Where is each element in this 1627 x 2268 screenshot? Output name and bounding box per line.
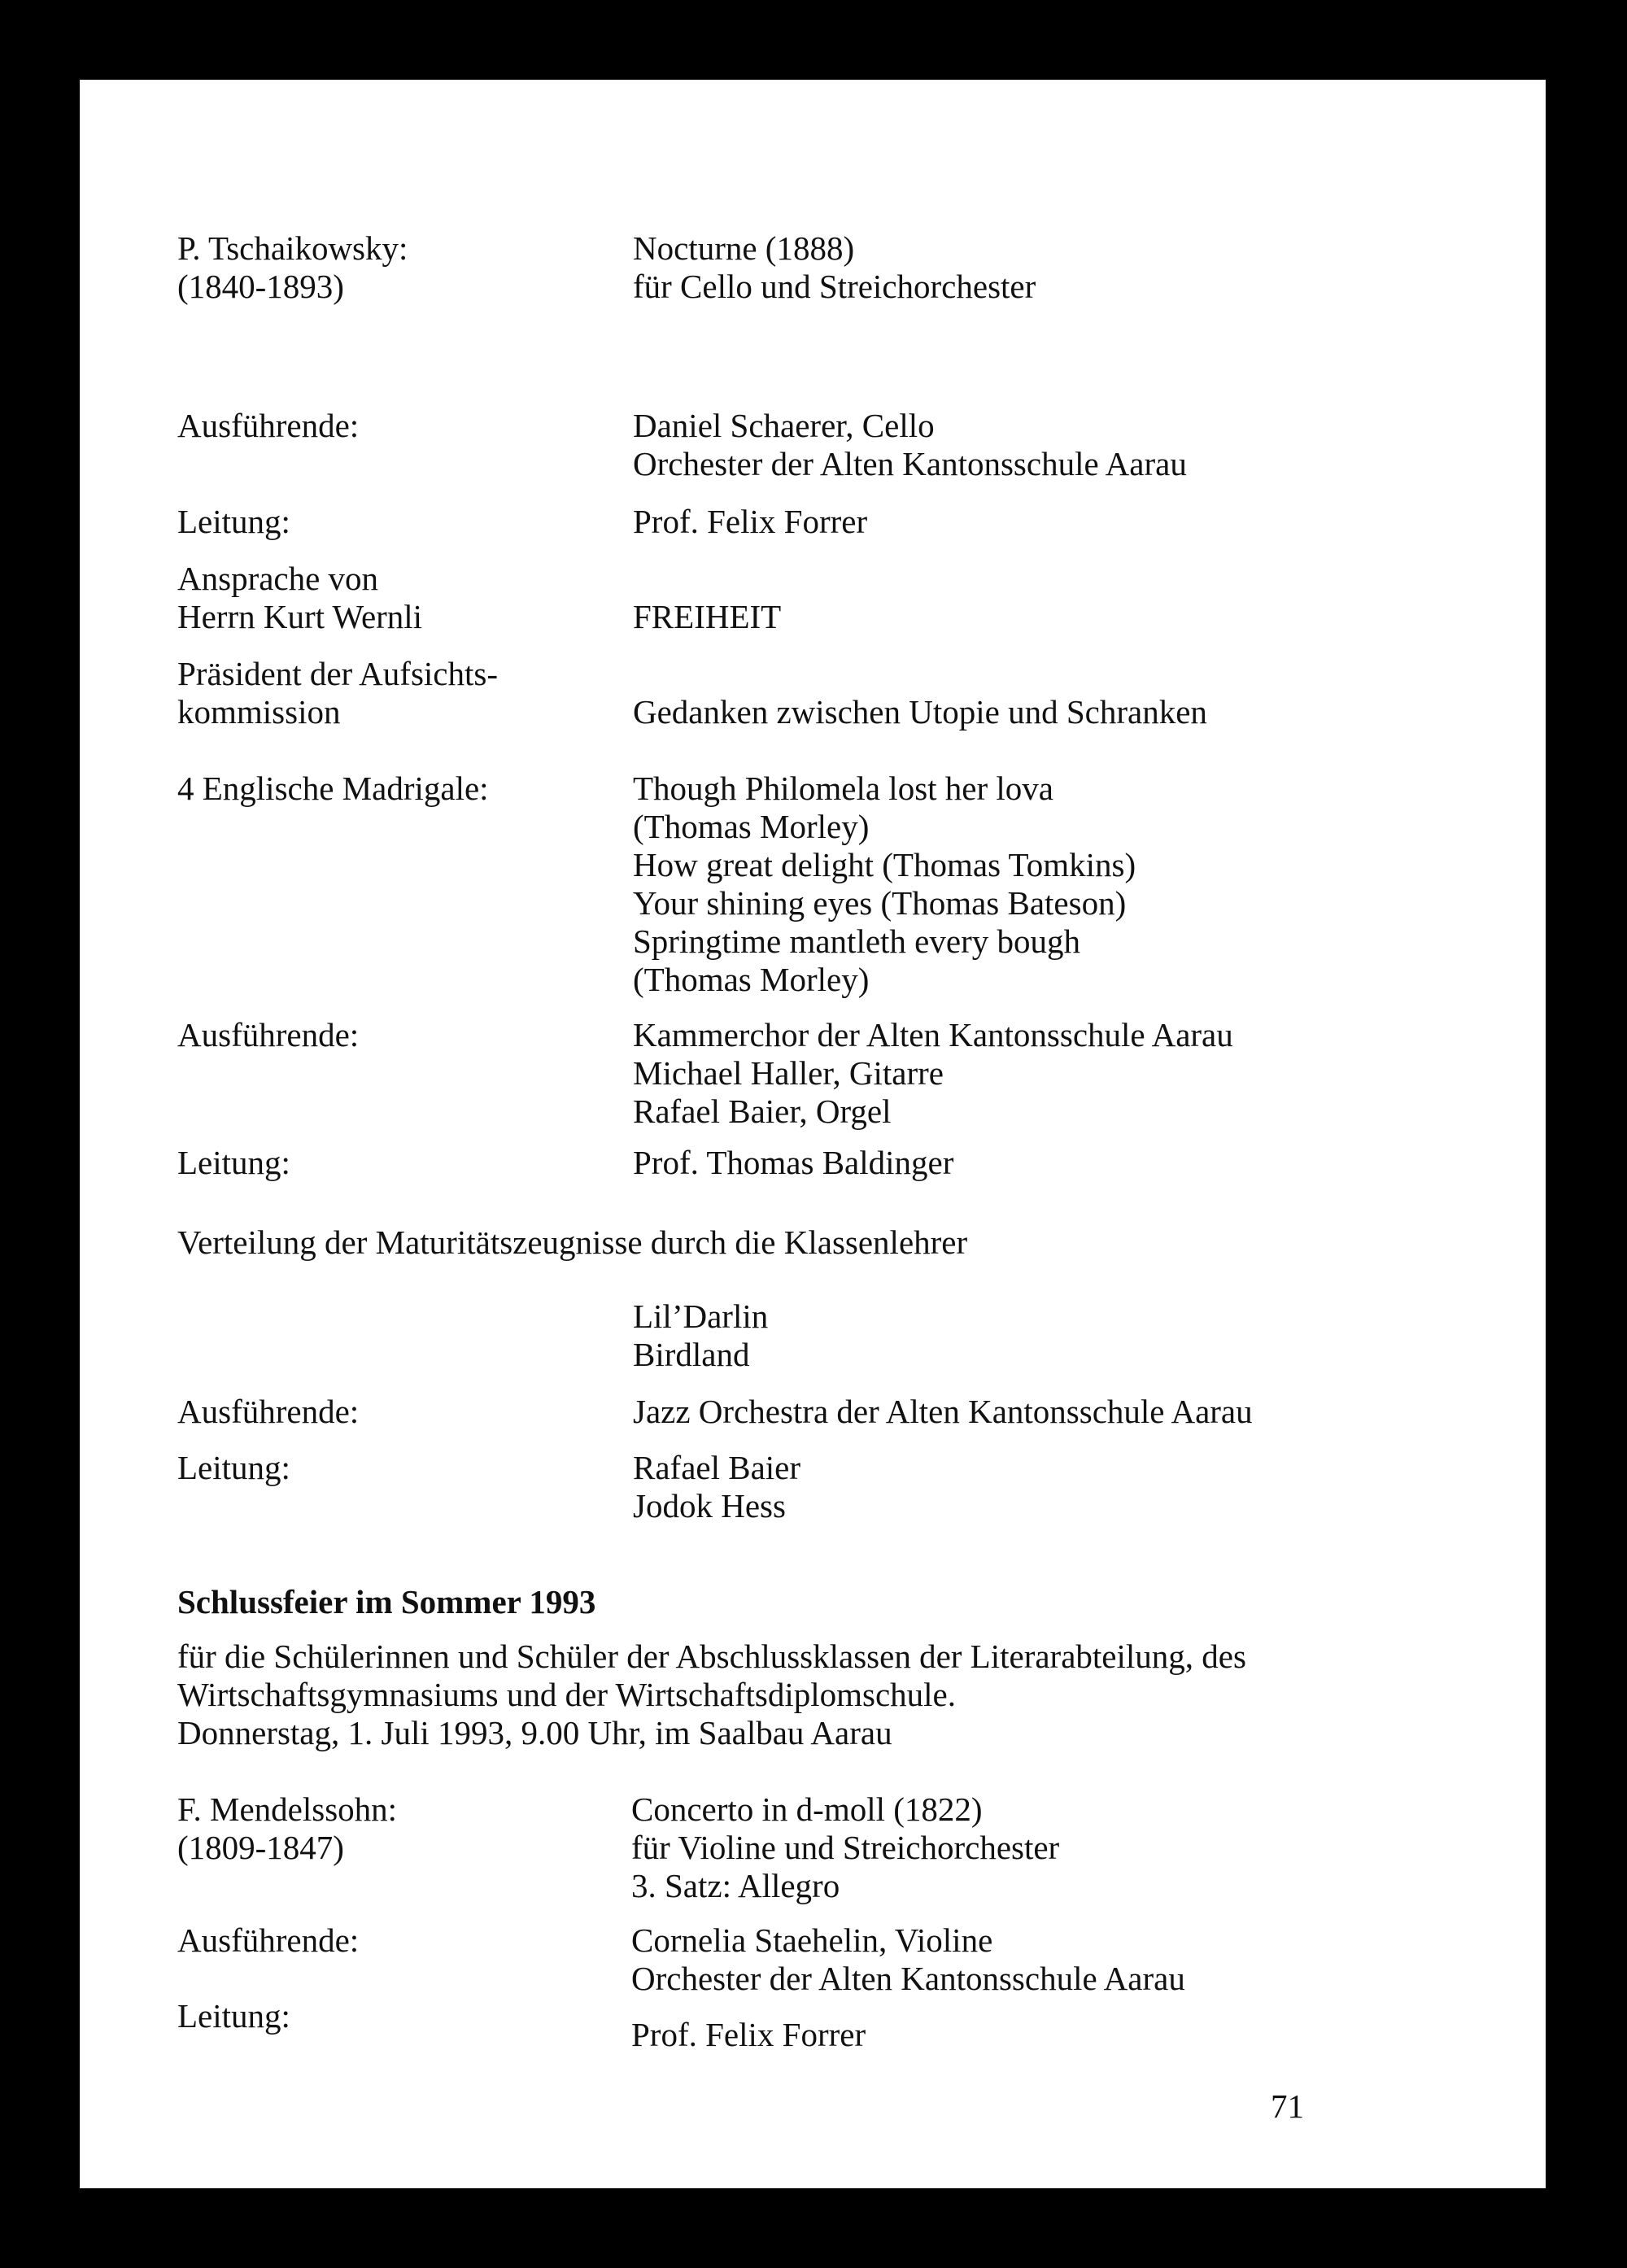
leitung-label-2: Leitung: — [177, 1144, 290, 1181]
leitung-value-1: Prof. Felix Forrer — [633, 503, 868, 540]
summer-heading: Schlussfeier im Sommer 1993 — [177, 1583, 596, 1620]
performers-list-1: Daniel Schaerer, Cello Orchester der Alten Kantonsschule Aarau — [633, 407, 1187, 482]
performers-value-3: Jazz Orchestra der Alten Kantonsschule Aarau — [633, 1393, 1253, 1430]
work-concerto: Concerto in d-moll (1822) für Violine und Streichorchester 3. Satz: Allegro — [631, 1790, 1060, 1904]
document-page — [80, 80, 1546, 2188]
composer-mendelssohn: F. Mendelssohn: (1809-1847) — [177, 1790, 398, 1866]
page-number: 71 — [1271, 2087, 1304, 2125]
performers-label-3: Ausführende: — [177, 1393, 360, 1430]
work-nocturne: Nocturne (1888) für Cello und Streichorchester — [633, 229, 1036, 305]
leitung-value-4: Prof. Felix Forrer — [631, 2016, 866, 2053]
speech-label: Ansprache von Herrn Kurt Wernli — [177, 560, 423, 635]
performers-label-2: Ausführende: — [177, 1016, 360, 1053]
performers-label-4: Ausführende: — [177, 1921, 360, 1959]
speech-title: FREIHEIT — [633, 598, 782, 635]
composer-tschaikowsky: P. Tschaikowsky: (1840-1893) — [177, 229, 408, 305]
performers-list-2: Kammerchor der Alten Kantonsschule Aarau Michael Haller, Gitarre Rafael Baier, Orgel — [633, 1016, 1233, 1130]
leitung-label-4: Leitung: — [177, 1997, 290, 2035]
leitung-label-3: Leitung: — [177, 1449, 290, 1486]
leitung-value-2: Prof. Thomas Baldinger — [633, 1144, 954, 1181]
leitung-value-3: Rafael Baier Jodok Hess — [633, 1449, 801, 1524]
summer-intro: für die Schülerinnen und Schüler der Abschlussklassen der Literarabteilung, des Wirtschaftsgymnasiums und der Wirtschaftsdiplomschule. Donnerstag, 1. Juli 1993, 9.00 Uhr, im Saalbau Aarau — [177, 1638, 1246, 1751]
madrigals-list: Though Philomela lost her lova (Thomas Morley) How great delight (Thomas Tomkins) Your shining eyes (Thomas Bateson) Springtime mantleth every bough (Thomas Morley) — [633, 770, 1136, 998]
jazz-pieces: Lil’Darlin Birdland — [633, 1298, 769, 1373]
performers-label-1: Ausführende: — [177, 407, 360, 444]
performers-list-4: Cornelia Staehelin, Violine Orchester der Alten Kantonsschule Aarau — [631, 1921, 1185, 1997]
speech-subtitle: Gedanken zwischen Utopie und Schranken — [633, 693, 1207, 731]
distribution-line: Verteilung der Maturitätszeugnisse durch die Klassenlehrer — [177, 1223, 968, 1261]
madrigals-label: 4 Englische Madrigale: — [177, 770, 489, 807]
leitung-label-1: Leitung: — [177, 503, 290, 540]
speech-role: Präsident der Aufsichts- kommission — [177, 655, 498, 731]
